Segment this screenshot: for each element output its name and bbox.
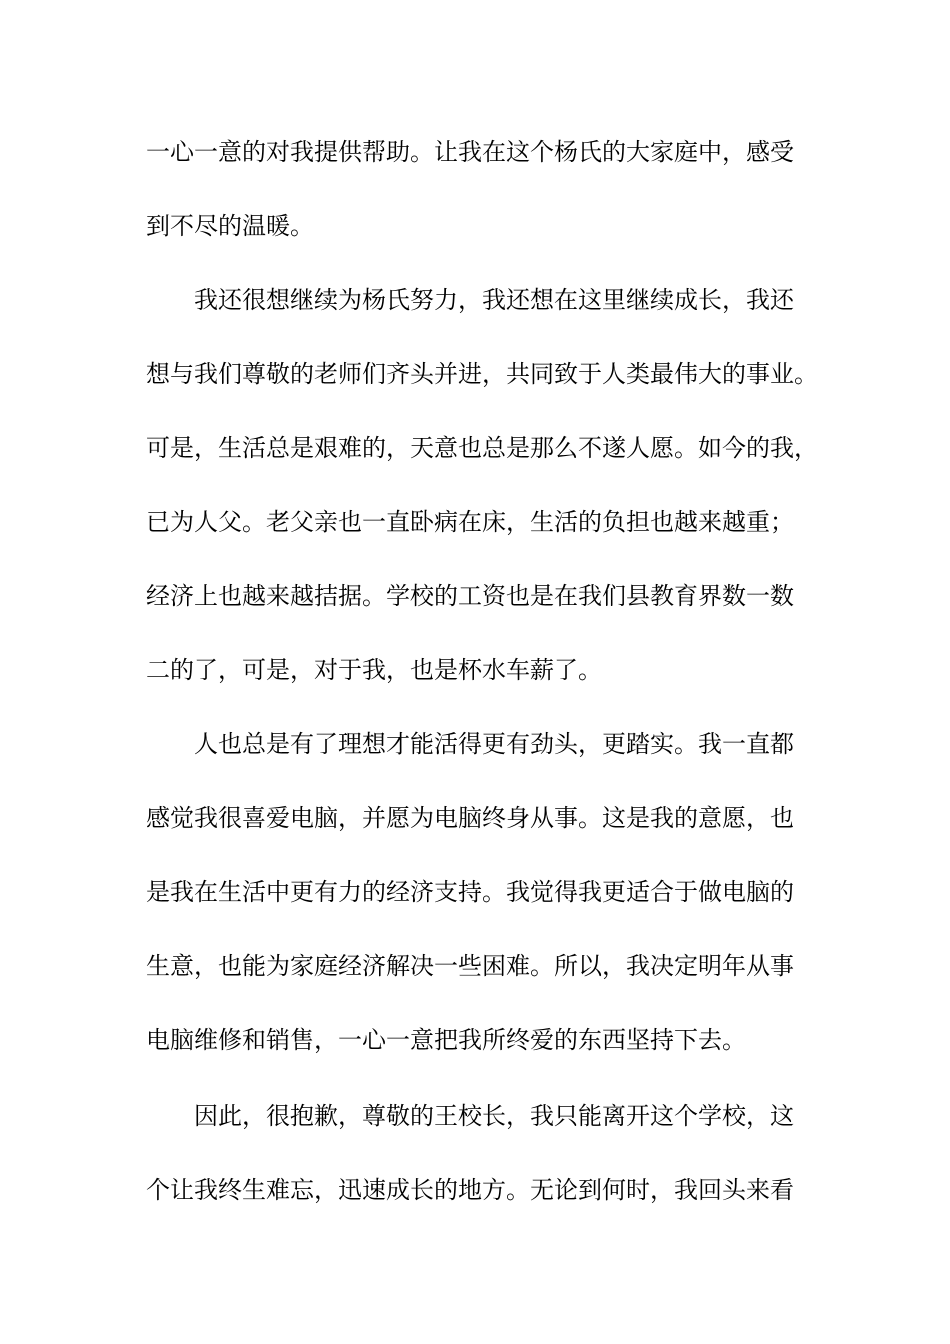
text-line: 到不尽的温暖。 [146, 212, 314, 240]
text-line: 电脑维修和销售，一心一意把我所终爱的东西坚持下去。 [146, 1026, 746, 1054]
text-line: 个让我终生难忘，迅速成长的地方。无论到何时，我回头来看 [146, 1176, 794, 1204]
text-line: 已为人父。老父亲也一直卧病在床，生活的负担也越来越重； [146, 508, 794, 536]
paragraph-first-line: 我还很想继续为杨氏努力，我还想在这里继续成长，我还 [194, 286, 794, 314]
text-line: 生意，也能为家庭经济解决一些困难。所以，我决定明年从事 [146, 952, 794, 980]
paragraph-first-line: 因此，很抱歉，尊敬的王校长，我只能离开这个学校，这 [194, 1102, 794, 1130]
paragraph-first-line: 人也总是有了理想才能活得更有劲头，更踏实。我一直都 [194, 730, 794, 758]
text-line: 经济上也越来越拮据。学校的工资也是在我们县教育界数一数 [146, 582, 794, 610]
text-line: 是我在生活中更有力的经济支持。我觉得我更适合于做电脑的 [146, 878, 794, 906]
text-line: 想与我们尊敬的老师们齐头并进，共同致于人类最伟大的事业。 [146, 360, 818, 388]
text-line: 感觉我很喜爱电脑，并愿为电脑终身从事。这是我的意愿，也 [146, 804, 794, 832]
text-line: 二的了，可是，对于我，也是杯水车薪了。 [146, 656, 602, 684]
text-line: 一心一意的对我提供帮助。让我在这个杨氏的大家庭中，感受 [146, 138, 794, 166]
text-line: 可是，生活总是艰难的，天意也总是那么不遂人愿。如今的我， [146, 434, 818, 462]
